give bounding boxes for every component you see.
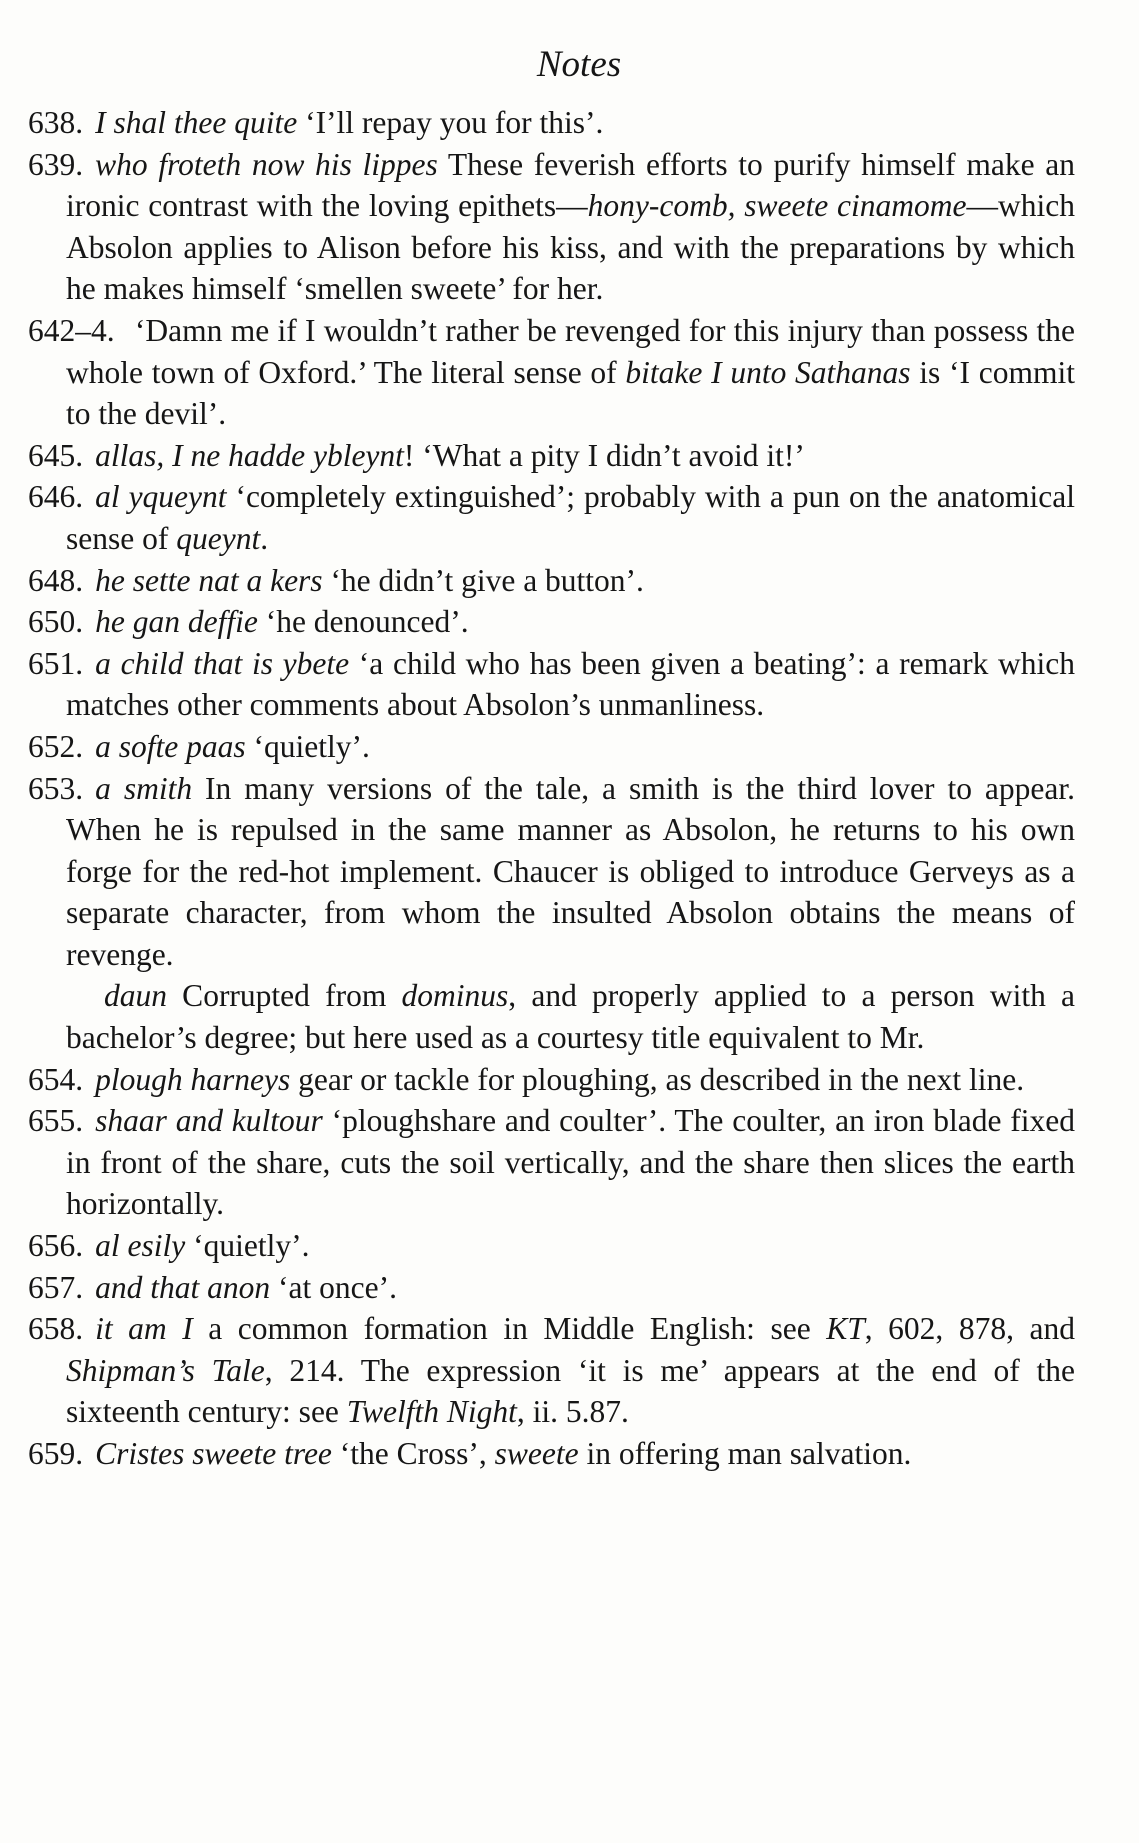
note-text: ‘I’ll repay you for this’.: [297, 105, 604, 140]
note-lemma: bitake I unto Sathanas: [625, 354, 911, 390]
note-lemma: I shal thee quite: [95, 105, 298, 140]
note-line-number: 646.: [28, 479, 84, 515]
note-text: ‘ploughshare and coulter’. The coulter, an iron blade fixed in front of the share, cuts the soil vertically, and the share then slices the earth horizontally.: [66, 1103, 1075, 1222]
note-text: ‘he denounced’.: [257, 604, 469, 640]
note-lemma: a softe paas: [95, 728, 246, 764]
note-lemma: it am I: [95, 1311, 193, 1347]
note-text: .: [260, 520, 269, 556]
note-entry: [28, 1308, 1075, 1433]
note-text: in offering man salvation.: [578, 1436, 912, 1471]
note-text: Corrupted from: [167, 978, 402, 1014]
note-lemma: al yqueynt: [95, 479, 227, 515]
note-line-number: 651.: [28, 645, 84, 681]
note-text: ‘the Cross’,: [331, 1436, 495, 1471]
notes-list: [28, 102, 1075, 1475]
note-entry: [28, 1267, 1075, 1309]
note-text: , 214. The expression ‘it is me’ appears at the end of the sixteenth century: see: [66, 1352, 1075, 1430]
note-lemma: daun: [104, 978, 167, 1014]
note-lemma: allas, I ne hadde ybleynt: [95, 437, 404, 473]
note-lemma: he sette nat a kers: [95, 562, 323, 598]
note-line-number: 659.: [28, 1436, 84, 1471]
note-text: ‘Damn me if I wouldn’t rather be revenged for this injury than possess the whole town of Oxford.’ The literal sense of: [66, 312, 1075, 390]
note-text: a common formation in Middle English: see: [192, 1311, 827, 1347]
note-entry: [28, 601, 1075, 643]
note-text: ‘completely extinguished’; probably with a pun on the anatomical sense of: [66, 479, 1075, 556]
note-line-number: 655.: [28, 1103, 84, 1139]
note-entry: [28, 726, 1075, 768]
note-lemma: plough harneys: [95, 1061, 291, 1097]
note-lemma: al esily: [95, 1228, 186, 1264]
note-text: —which Absolon applies to Alison before his kiss, and with the preparations by which he makes himself ‘smellen sweete’ for her.: [66, 188, 1075, 307]
note-entry: [28, 102, 1075, 144]
note-line-number: 653.: [28, 770, 84, 806]
note-lemma: Cristes sweete tree: [95, 1436, 332, 1471]
note-line-number: 639.: [28, 146, 84, 182]
note-text: ! ‘What a pity I didn’t avoid it!’: [403, 437, 805, 473]
note-entry: [28, 144, 1075, 310]
note-line-number: 648.: [28, 562, 84, 598]
note-text: In many versions of the tale, a smith is the third lover to appear. When he is repulsed in the same manner as Absolon, he returns to his own forge for the red-hot implement. Chaucer is obliged to introduce Gerveys as a separate character, from whom the insulted Absolon obtains the means of revenge.: [66, 770, 1075, 972]
note-entry: [28, 768, 1075, 976]
note-text: , 602, 878, and: [864, 1311, 1076, 1347]
note-lemma: queynt: [176, 520, 261, 556]
note-lemma: hony-comb, sweete cinamome: [587, 188, 967, 224]
note-lemma: dominus: [401, 978, 509, 1014]
note-lemma: shaar and kultour: [95, 1103, 323, 1139]
note-line-number: 652.: [28, 728, 84, 764]
note-line-number: 656.: [28, 1228, 84, 1264]
note-entry: [28, 975, 1075, 1058]
note-text: ‘quietly’.: [245, 728, 370, 764]
note-line-number: 645.: [28, 437, 84, 473]
note-text: These feverish efforts to purify himself make an ironic contrast with the loving epithets—: [66, 146, 1075, 224]
note-lemma: sweete: [494, 1436, 579, 1471]
note-entry: [28, 1225, 1075, 1267]
note-text: ‘a child who has been given a beating’: a remark which matches other comments about Absolon’s unmanliness.: [66, 645, 1075, 723]
note-line-number: 657.: [28, 1269, 84, 1305]
note-entry: [28, 643, 1075, 726]
note-line-number: 658.: [28, 1311, 84, 1347]
note-lemma: a smith: [95, 770, 193, 806]
note-text: ‘he didn’t give a button’.: [322, 562, 644, 598]
note-line-number: 654.: [28, 1061, 84, 1097]
note-text: , and properly applied to a person with a bachelor’s degree; but here used as a courtesy title equivalent to Mr.: [66, 978, 1075, 1056]
note-lemma: who froteth now his lippes: [95, 146, 438, 182]
note-line-number: 638.: [28, 105, 84, 140]
note-lemma: Shipman’s Tale: [66, 1352, 265, 1388]
note-entry: [28, 310, 1075, 435]
note-lemma: he gan deffie: [95, 604, 258, 640]
note-lemma: a child that is ybete: [95, 645, 350, 681]
note-text: gear or tackle for ploughing, as described in the next line.: [290, 1061, 1025, 1097]
note-entry: [28, 560, 1075, 602]
note-text: ‘quietly’.: [185, 1228, 310, 1264]
note-entry: [28, 1059, 1075, 1101]
note-lemma: and that anon: [95, 1269, 271, 1305]
note-entry: [28, 435, 1075, 477]
note-line-number: 650.: [28, 604, 84, 640]
note-text: , ii. 5.87.: [516, 1394, 629, 1430]
note-entry: [28, 1100, 1075, 1225]
note-line-number: 642–4.: [28, 312, 115, 348]
note-entry: [28, 476, 1075, 559]
note-lemma: KT: [826, 1311, 865, 1347]
note-entry: [28, 1433, 1075, 1475]
note-lemma: Twelfth Night: [346, 1394, 517, 1430]
running-head: Notes: [536, 44, 622, 85]
note-text: ‘at once’.: [270, 1269, 397, 1305]
note-text: is ‘I commit to the devil’.: [66, 354, 1075, 432]
